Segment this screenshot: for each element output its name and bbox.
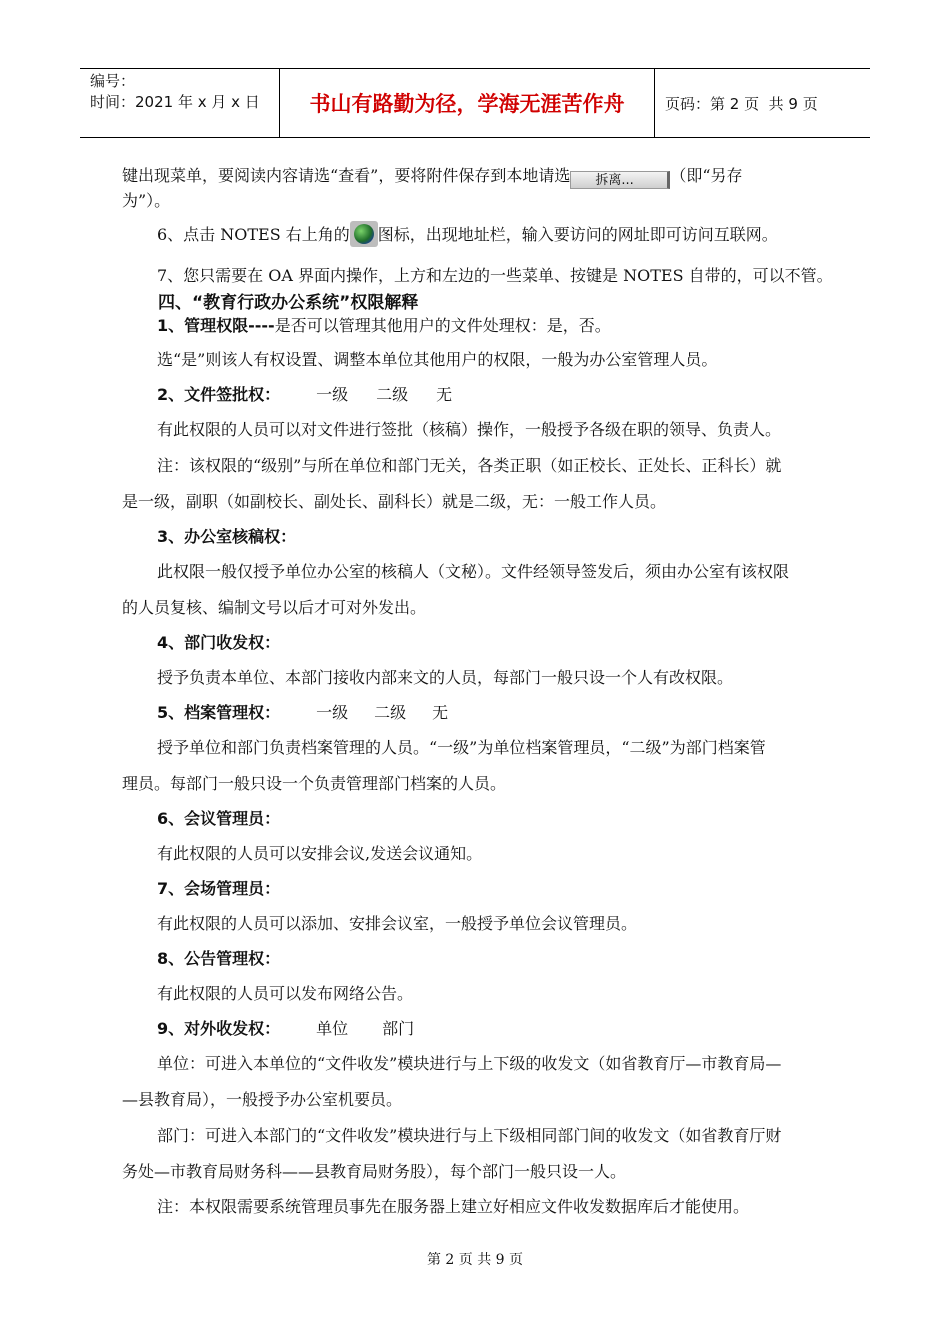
paragraph: 务处—市教育局财务科——县教育局财务股），每个部门一般只设一人。 [122,1162,627,1181]
section-2: 2、文件签批权： 一级 二级 无 [157,385,453,404]
paragraph: 键出现菜单，要阅读内容请选“查看”，要将附件保存到本地请选 拆离... （即“另存 [122,166,743,188]
page-footer: 第 2 页 共 9 页 [426,1252,524,1268]
page-header [80,68,870,138]
paragraph: 为”）。 [122,191,171,210]
paragraph: 注：本权限需要系统管理员事先在服务器上建立好相应文件收发数据库后才能使用。 [157,1197,750,1216]
paragraph: 6、点击 NOTES 右上角的 图标，出现地址栏，输入要访问的网址即可访问互联网。 [157,221,778,247]
paragraph: 的人员复核、编制文号以后才可对外发出。 [122,598,427,617]
section-4-title: 4、部门收发权： [157,633,281,652]
header-page-info: 页码：第 2 页 共 9 页 [665,94,818,113]
section-7-title: 7、会场管理员： [157,879,281,898]
section-9: 9、对外收发权： 单位 部门 [157,1019,415,1038]
section-3-title: 3、办公室核稿权： [157,527,297,546]
paragraph: 授予单位和部门负责档案管理的人员。“一级”为单位档案管理员，“二级”为部门档案管 [157,738,766,757]
paragraph: 有此权限的人员可以对文件进行签批（核稿）操作，一般授予各级在职的领导、负责人。 [157,420,782,439]
detach-button-image: 拆离... [570,171,670,189]
section-6-title: 6、会议管理员： [157,809,281,828]
paragraph: 有此权限的人员可以添加、安排会议室，一般授予单位会议管理员。 [157,914,638,933]
paragraph: 选“是”则该人有权设置、调整本单位其他用户的权限，一般为办公室管理人员。 [157,350,718,369]
paragraph: 有此权限的人员可以发布网络公告。 [157,984,414,1003]
section-heading: 四、“教育行政办公系统”权限解释 [158,293,419,313]
paragraph: 7、您只需要在 OA 界面内操作，上方和左边的一些菜单、按键是 NOTES 自带的，可以不管。 [157,266,833,285]
paragraph: 部门：可进入本部门的“文件收发”模块进行与上下级相同部门间的收发文（如省教育厅财 [157,1126,782,1145]
paragraph: 此权限一般仅授予单位办公室的核稿人（文秘）。文件经领导签发后，须由办公室有该权限 [157,562,790,581]
section-8-title: 8、公告管理权： [157,949,281,968]
paragraph: —县教育局），一般授予办公室机要员。 [122,1090,403,1109]
paragraph: 是一级，副职（如副校长、副处长、副科长）就是二级，无：一般工作人员。 [122,492,667,511]
header-number: 编号： [90,72,136,90]
section-1: 1、管理权限----是否可以管理其他用户的文件处理权：是，否。 [157,316,611,335]
paragraph: 授予负责本单位、本部门接收内部来文的人员，每部门一般只设一个人有改权限。 [157,668,734,687]
paragraph: 注：该权限的“级别”与所在单位和部门无关，各类正职（如正校长、正处长、正科长）就 [157,456,782,475]
paragraph: 有此权限的人员可以安排会议,发送会议通知。 [157,844,483,863]
header-meta [80,69,280,137]
header-time: 时间：2021 年 x 月 x 日 [90,93,260,111]
paragraph: 单位：可进入本单位的“文件收发”模块进行与上下级的收发文（如省教育厅—市教育局— [157,1054,782,1073]
section-5: 5、档案管理权： 一级 二级 无 [157,703,449,722]
globe-icon [350,221,378,247]
paragraph: 理员。每部门一般只设一个负责管理部门档案的人员。 [122,774,507,793]
header-motto: 书山有路勤为径，学海无涯苦作舟 [280,69,655,137]
